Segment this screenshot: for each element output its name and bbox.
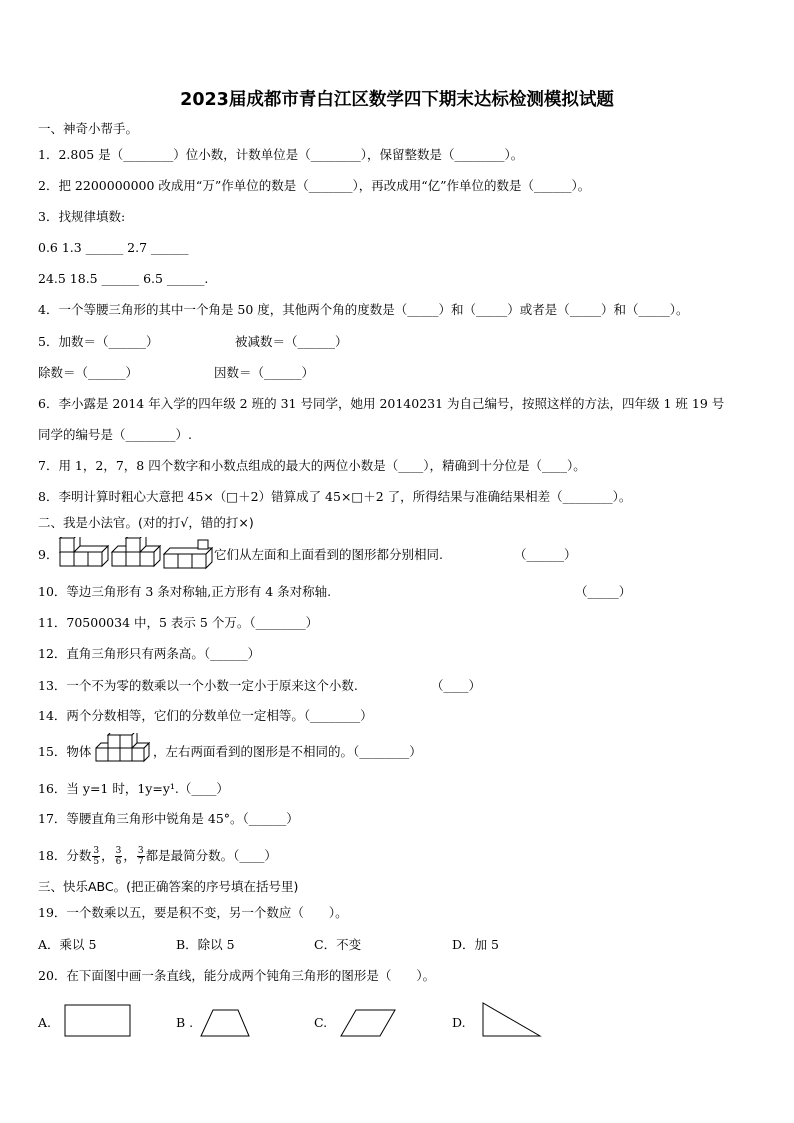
question-5-divisor: 除数＝（______） (38, 365, 139, 380)
question-17: 17．等腰直角三角形中锐角是 45°。（______） (38, 811, 299, 826)
question-8: 8．李明计算时粗心大意把 45×（□＋2）错算成了 45×□＋2 了，所得结果与准确结果相差（________）。 (38, 489, 632, 504)
question-2: 2．把 2200000000 改成用“万”作单位的数是（_______），再改成用“亿”作单位的数是（______）。 (38, 178, 591, 193)
question-15: ，左右两面看到的图形是不相同的。（________） (153, 744, 422, 759)
question-12: 12．直角三角形只有两条高。（______） (38, 646, 261, 661)
trapezoid-shape (200, 1008, 250, 1038)
question-18-prefix: 18．分数 (38, 848, 92, 863)
fraction-3-5: $\frac{3}{5}$ (93, 846, 100, 867)
right-triangle-shape (482, 1002, 542, 1038)
question-3-row-b: 24.5 18.5 ______ 6.5 ______. (38, 271, 209, 286)
section-3-heading: 三、快乐ABC。(把正确答案的序号填在括号里) (38, 879, 299, 894)
question-9: 它们从左面和上面看到的图形都分别相同. (214, 547, 443, 562)
page-title: 2023届成都市青白江区数学四下期末达标检测模拟试题 (180, 90, 614, 110)
question-9-blank: （______） (514, 547, 577, 562)
question-16: 16．当 y=1 时，1y=y¹.（____） (38, 781, 229, 796)
question-6-line-1: 6．李小露是 2014 年入学的四年级 2 班的 31 号同学，她用 20140231 为自己编号，按照这样的方法，四年级 1 班 19 号 (38, 396, 725, 411)
fraction-3-6: $\frac{3}{6}$ (115, 846, 122, 867)
question-11: 11．70500034 中，5 表示 5 个万。（________） (38, 615, 319, 630)
question-3-row-a: 0.6 1.3 ______ 2.7 ______ (38, 240, 189, 255)
question-20-option-d-label: D. (452, 1015, 466, 1030)
question-20-option-b-label: B . (176, 1015, 194, 1030)
question-5-addend: 5．加数＝（______） (38, 334, 159, 349)
question-19-option-b: B．除以 5 (176, 937, 235, 952)
question-18-suffix: 都是最简分数。（____） (145, 848, 277, 863)
question-4: 4．一个等腰三角形的其中一个角是 50 度，其他两个角的度数是（_____）和（_____）或者是（_____）和（_____）。 (38, 302, 689, 317)
fraction-3-7: $\frac{3}{7}$ (137, 846, 144, 867)
rectangle-shape (64, 1004, 132, 1038)
question-6-line-2: 同学的编号是（________）. (38, 427, 192, 442)
question-1: 1．2.805 是（________）位小数，计数单位是（________），保留整数是（________）。 (38, 147, 524, 162)
question-19-option-d: D．加 5 (452, 937, 499, 952)
question-5-factor: 因数＝（______） (214, 365, 315, 380)
question-13: 13．一个不为零的数乘以一个小数一定小于原来这个小数. (38, 678, 358, 693)
question-20-option-a-label: A. (38, 1015, 52, 1030)
question-9-cube-figures (58, 537, 214, 571)
question-5-minuend: 被减数＝（______） (235, 334, 348, 349)
question-18: 18．分数 $\frac{3}{5}$ ， $\frac{3}{6}$ ， $\frac{3}{7}$ 都是最简分数。（____） (38, 846, 277, 867)
question-10: 10．等边三角形有 3 条对称轴,正方形有 4 条对称轴. (38, 584, 332, 599)
section-1-heading: 一、神奇小帮手。 (38, 121, 139, 136)
section-2-heading: 二、我是小法官。(对的打√，错的打×) (38, 515, 254, 530)
question-19-option-c: C．不变 (314, 937, 362, 952)
question-9-number: 9． (38, 547, 59, 562)
question-14: 14．两个分数相等，它们的分数单位一定相等。（________） (38, 708, 373, 723)
question-15-cube-figure (94, 733, 152, 765)
question-10-blank: （_____） (575, 584, 632, 599)
question-15-prefix: 15．物体 (38, 744, 92, 759)
question-13-blank: （____） (431, 678, 482, 693)
question-19-option-a: A．乘以 5 (38, 937, 97, 952)
question-7: 7．用 1，2，7，8 四个数字和小数点组成的最大的两位小数是（____），精确到十分位是（____）。 (38, 458, 586, 473)
question-20: 20．在下面图中画一条直线，能分成两个钝角三角形的图形是（ ）。 (38, 968, 436, 983)
question-20-option-c-label: C. (314, 1015, 328, 1030)
question-3: 3．找规律填数: (38, 209, 126, 224)
parallelogram-shape (340, 1008, 396, 1038)
question-19: 19．一个数乘以五，要是积不变，另一个数应（ ）。 (38, 905, 348, 920)
